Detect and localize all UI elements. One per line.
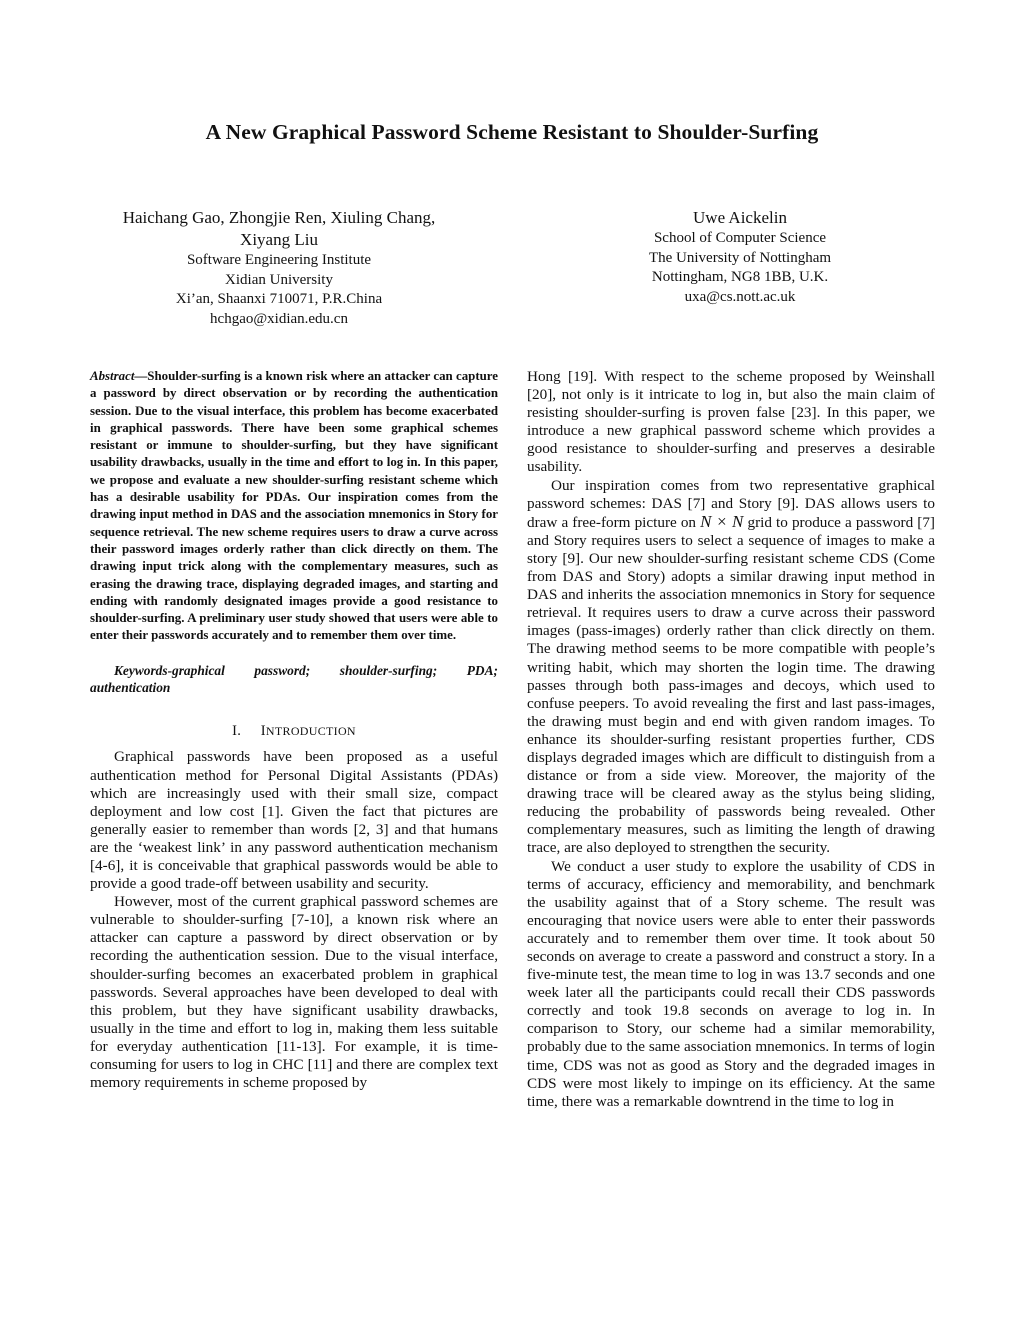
author-email[interactable]: uxa@cs.nott.ac.uk <box>684 288 796 305</box>
affiliation-line: The University of Nottingham <box>648 249 832 266</box>
affiliation-line: Xidian University <box>225 271 333 288</box>
abstract-label: Abstract <box>90 369 135 383</box>
abstract-text: —Shoulder-surfing is a known risk where an attacker can capture a password by direct observation or by recording the authentication session. Due to the visual interface, this problem has become exacerbated in graphical passwords. There have been some graphical schemes resistant or immune to shoulder-surfing, but they have significant usability drawbacks, usually in the time and effort to log in. In this paper, we propose and evaluate a new shoulder-surfing resistant scheme which has a desirable usability for PDAs. Our inspiration comes from the drawing input method in DAS and the association mnemonics in Story for sequence retrieval. The new scheme requires users to draw a curve across their password images orderly rather than click directly on them. The drawing input trick along with the complementary measures, such as erasing the drawing trace, displaying degraded images, and starting and ending with randomly designated images provide a good resistance to shoulder-surfing. A preliminary user study showed that users were able to enter their passwords accurately and to remember them over time. <box>90 369 498 643</box>
paragraph-text: Our inspiration comes from two representative graphical password schemes: DAS [7] and Story [9]. DAS allows users to draw a free-form picture on <box>527 476 935 531</box>
author-block-right <box>575 207 905 307</box>
body-paragraph: We conduct a user study to explore the usability of CDS in terms of accuracy, efficiency and memorability, and benchmark the usability against that of a Story scheme. The result was encouraging that novice users were able to enter their passwords accurately and to remember them over time. It took about 50 seconds on average to create a password and construct a story. In a five-minute test, the mean time to log in was 13.7 seconds and one week later all the participants could recall their CDS passwords correctly and took 19.8 seconds on average to log in. In comparison to Story, our scheme had a similar memorability, probably due to the same association mnemonics. In terms of login time, CDS was not as good as Story and the degraded images in CDS were most likely to impinge on its efficiency. At the same time, there was a remarkable downtrend in the time to log in <box>527 857 935 1110</box>
math-expression: N × N <box>700 511 744 531</box>
affiliation-line: Xi’an, Shaanxi 710071, P.R.China <box>175 291 383 307</box>
body-paragraph: However, most of the current graphical password schemes are vulnerable to shoulder-surfing [7-10], a known risk where an attacker can capture a password by direct observation or by recording the authentication session. Due to the visual interface, shoulder-surfing becomes an exacerbated problem in graphical passwords. Several approaches have been developed to deal with this problem, but they have significant usability drawbacks, usually in the time and effort to log in, making them less suitable for everyday authentication [11-13]. For example, it is time-consuming for users to log in CHC [11] and there are complex text memory requirements in scheme proposed by <box>90 893 498 1092</box>
section-title-rest: NTRODUCTION <box>265 724 356 739</box>
affiliation-line: School of Computer Science <box>653 230 827 246</box>
right-column <box>527 368 935 1111</box>
affiliation-line: Nottingham, NG8 1BB, U.K. <box>651 269 829 285</box>
affiliation-line: Software Engineering Institute <box>186 252 372 268</box>
body-paragraph: Hong [19]. With respect to the scheme proposed by Weinshall [20], not only is it intricate to log in, but also the main claim of resisting shoulder-surfing is proven false [23]. In this paper, we introduce a new graphical password scheme which provides a good resistance to shoulder-surfing and preserves a desirable usability. <box>527 368 935 476</box>
author-block-left <box>100 207 458 329</box>
left-column <box>90 368 498 1092</box>
abstract <box>90 368 498 645</box>
section-title-initial: I <box>260 723 266 740</box>
author-email[interactable]: hchgao@xidian.edu.cn <box>210 310 348 327</box>
paragraph-text: grid to produce a password [7] and Story requires users to select a sequence of images to make a story [9]. Our new shoulder-surfing resistant scheme CDS (Come from DAS and Story) adopts a similar drawing input method in DAS and inherits the association mnemonics in Story for sequence retrieval. It requires users to draw a curve across their password images (pass-images) orderly rather than click directly on them. The drawing method seems to be more compatible with people’s writing habit, which may shorten the login time. The drawing passes through both pass-images and decoys, which used to confuse peepers. To avoid revealing the first and last pass-images, the drawing must begin and end with given random images. To enhance its shoulder-surfing resistant properties further, CDS displays degraded images which are difficult to distinguish from a distance or from a side view. Moreover, the majority of the drawing trace will be cleared away as the stylus being sliding, reducing the probability of passwords being revealed. Other complementary measures, such as limiting the length of drawing trace, are also deployed to strengthen the security. <box>527 513 935 857</box>
paper-title: A New Graphical Password Scheme Resistant to Shoulder-Surfing <box>205 120 819 144</box>
section-heading <box>90 722 498 740</box>
body-paragraph: Graphical passwords have been proposed as a useful authentication method for Personal Digital Assistants (PDAs) which are increasingly used with their small size, compact deployment and low cost [1]. Given the fact that pictures are generally easier to remember than words [2, 3] and that humans are the ‘weakest link’ in any password authentication mechanism [4-6], it is conceivable that graphical passwords would be able to provide a good trade-off between usability and security. <box>90 748 498 893</box>
body-paragraph <box>527 477 935 858</box>
author-names: Haichang Gao, Zhongjie Ren, Xiuling Chang, Xiyang Liu <box>122 208 436 249</box>
keywords: Keywords-graphical password; shoulder-surfing; PDA; authentication <box>90 662 498 696</box>
section-number: I. <box>232 723 242 740</box>
author-names: Uwe Aickelin <box>693 208 787 227</box>
